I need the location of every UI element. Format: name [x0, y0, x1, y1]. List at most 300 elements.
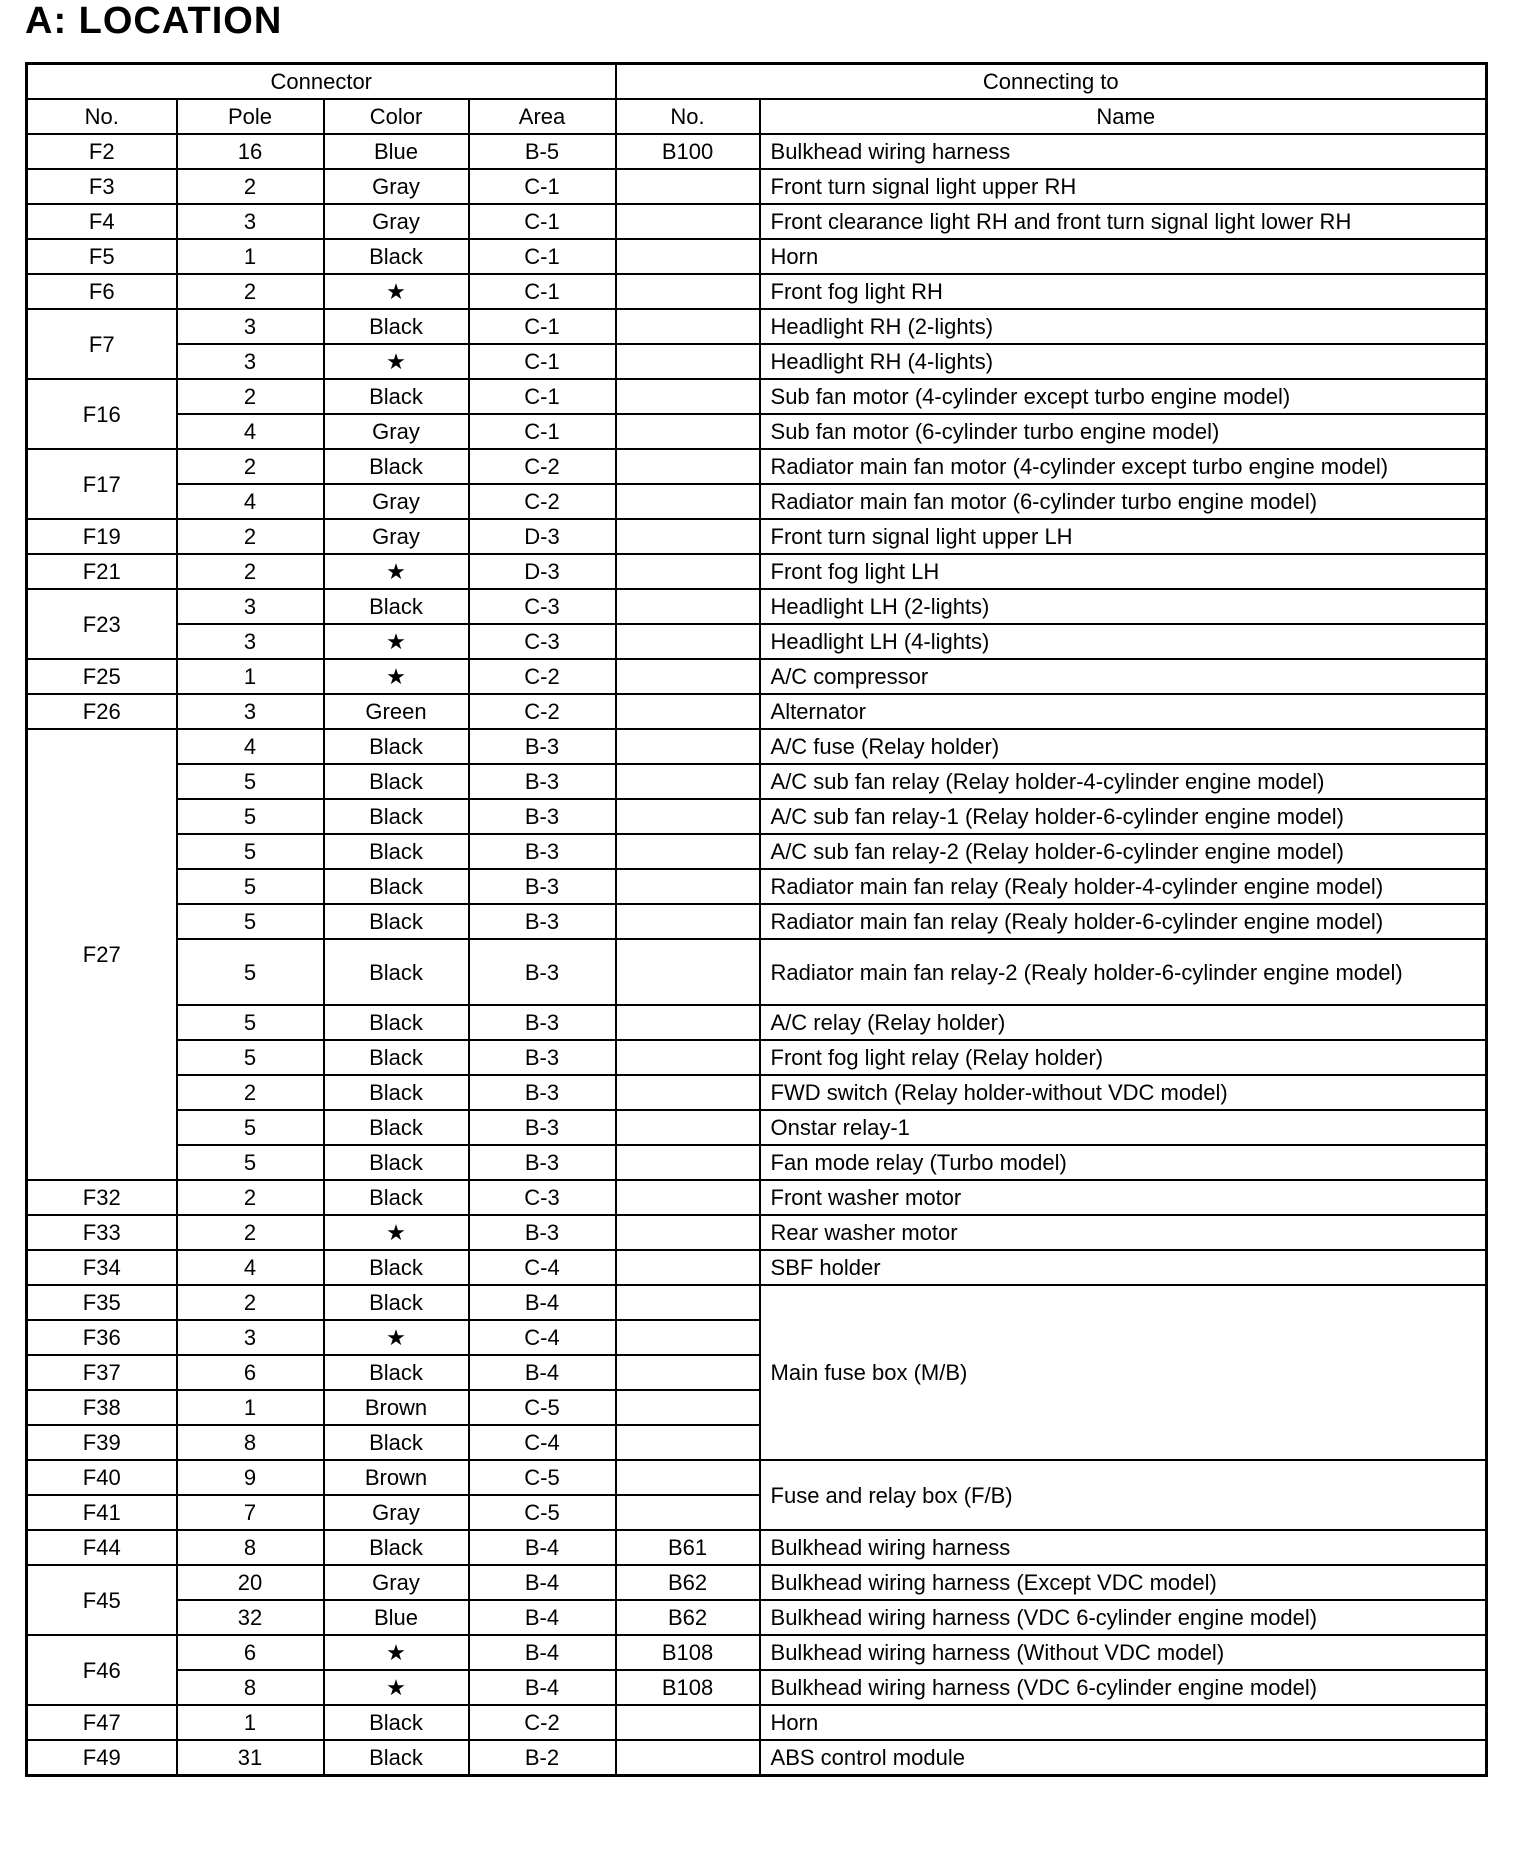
- connecting-name-cell: Sub fan motor (4-cylinder except turbo engine model): [760, 379, 1487, 414]
- area-cell: B-3: [469, 1075, 616, 1110]
- pole-cell: 8: [177, 1530, 324, 1565]
- color-cell: Black: [324, 939, 469, 1005]
- connector-no-cell: F3: [27, 169, 177, 204]
- connecting-no-cell: B62: [616, 1565, 760, 1600]
- connecting-no-cell: [616, 1740, 760, 1776]
- connecting-name-cell: Front turn signal light upper LH: [760, 519, 1487, 554]
- pole-cell: 3: [177, 309, 324, 344]
- connector-no-cell: F47: [27, 1705, 177, 1740]
- star-icon: ★: [324, 659, 469, 694]
- table-row: [27, 239, 1487, 274]
- connecting-no-cell: [616, 904, 760, 939]
- table-row: [27, 169, 1487, 204]
- connecting-no-cell: [616, 764, 760, 799]
- area-cell: B-4: [469, 1635, 616, 1670]
- table-row: [27, 309, 1487, 344]
- pole-cell: 3: [177, 1320, 324, 1355]
- connecting-name-cell: Rear washer motor: [760, 1215, 1487, 1250]
- pole-cell: 3: [177, 589, 324, 624]
- star-icon: ★: [324, 1670, 469, 1705]
- connecting-no-cell: [616, 1110, 760, 1145]
- color-cell: Black: [324, 1705, 469, 1740]
- area-cell: C-1: [469, 414, 616, 449]
- pole-cell: 3: [177, 344, 324, 379]
- pole-cell: 5: [177, 939, 324, 1005]
- table-row: [27, 1250, 1487, 1285]
- area-cell: C-2: [469, 484, 616, 519]
- table-row: [27, 589, 1487, 624]
- table-row: [27, 1285, 1487, 1320]
- connecting-no-cell: [616, 169, 760, 204]
- pole-cell: 8: [177, 1425, 324, 1460]
- connecting-name-cell: Front fog light RH: [760, 274, 1487, 309]
- connecting-no-cell: [616, 1355, 760, 1390]
- connector-no-cell: F33: [27, 1215, 177, 1250]
- area-cell: C-3: [469, 1180, 616, 1215]
- table-row: [27, 1110, 1487, 1145]
- connecting-name-cell: Bulkhead wiring harness (VDC 6-cylinder engine model): [760, 1670, 1487, 1705]
- connecting-name-cell: A/C fuse (Relay holder): [760, 729, 1487, 764]
- pole-cell: 5: [177, 1005, 324, 1040]
- color-cell: Black: [324, 1250, 469, 1285]
- color-cell: Black: [324, 1425, 469, 1460]
- connecting-no-cell: [616, 1495, 760, 1530]
- table-row: [27, 204, 1487, 239]
- color-cell: Black: [324, 379, 469, 414]
- color-cell: Black: [324, 1110, 469, 1145]
- connector-no-cell: F45: [27, 1565, 177, 1635]
- pole-cell: 6: [177, 1355, 324, 1390]
- connecting-no-cell: [616, 624, 760, 659]
- star-icon: ★: [324, 1635, 469, 1670]
- pole-cell: 4: [177, 729, 324, 764]
- pole-cell: 3: [177, 694, 324, 729]
- connecting-no-cell: [616, 379, 760, 414]
- table-row: [27, 484, 1487, 519]
- header-group-row: [27, 64, 1487, 100]
- connecting-no-cell: B108: [616, 1670, 760, 1705]
- color-cell: Gray: [324, 204, 469, 239]
- pole-cell: 16: [177, 134, 324, 169]
- pole-cell: 7: [177, 1495, 324, 1530]
- color-cell: Gray: [324, 414, 469, 449]
- pole-cell: 2: [177, 1215, 324, 1250]
- pole-cell: 1: [177, 1705, 324, 1740]
- connecting-no-cell: [616, 589, 760, 624]
- connecting-name-cell: Bulkhead wiring harness (Except VDC model): [760, 1565, 1487, 1600]
- color-cell: Black: [324, 1040, 469, 1075]
- connecting-no-cell: [616, 659, 760, 694]
- pole-cell: 9: [177, 1460, 324, 1495]
- pole-cell: 2: [177, 554, 324, 589]
- connector-no-cell: F2: [27, 134, 177, 169]
- color-cell: Black: [324, 1530, 469, 1565]
- connector-no-cell: F19: [27, 519, 177, 554]
- connecting-name-cell: Headlight RH (4-lights): [760, 344, 1487, 379]
- connector-no-cell: F49: [27, 1740, 177, 1776]
- connecting-name-cell: A/C sub fan relay-2 (Relay holder-6-cylinder engine model): [760, 834, 1487, 869]
- area-cell: C-2: [469, 449, 616, 484]
- connecting-no-cell: [616, 1425, 760, 1460]
- color-cell: Blue: [324, 1600, 469, 1635]
- header-connecting-no: No.: [616, 99, 760, 134]
- area-cell: B-4: [469, 1600, 616, 1635]
- area-cell: C-2: [469, 694, 616, 729]
- connector-no-cell: F34: [27, 1250, 177, 1285]
- connecting-name-cell: Headlight RH (2-lights): [760, 309, 1487, 344]
- pole-cell: 5: [177, 869, 324, 904]
- area-cell: B-4: [469, 1355, 616, 1390]
- header-connecting-to: Connecting to: [616, 64, 1487, 100]
- area-cell: B-3: [469, 834, 616, 869]
- area-cell: B-3: [469, 1215, 616, 1250]
- header-name: Name: [760, 99, 1487, 134]
- connecting-no-cell: [616, 1005, 760, 1040]
- connector-no-cell: F44: [27, 1530, 177, 1565]
- connector-no-cell: F17: [27, 449, 177, 519]
- table-row: [27, 1565, 1487, 1600]
- connecting-no-cell: [616, 239, 760, 274]
- pole-cell: 5: [177, 799, 324, 834]
- table-row: [27, 1670, 1487, 1705]
- area-cell: B-3: [469, 764, 616, 799]
- connecting-no-cell: B61: [616, 1530, 760, 1565]
- connector-no-cell: F26: [27, 694, 177, 729]
- pole-cell: 2: [177, 449, 324, 484]
- connecting-no-cell: B62: [616, 1600, 760, 1635]
- area-cell: C-4: [469, 1320, 616, 1355]
- area-cell: B-4: [469, 1285, 616, 1320]
- star-icon: ★: [324, 1215, 469, 1250]
- table-row: [27, 834, 1487, 869]
- connecting-no-cell: [616, 1075, 760, 1110]
- connecting-no-cell: [616, 694, 760, 729]
- connecting-no-cell: B100: [616, 134, 760, 169]
- area-cell: C-2: [469, 1705, 616, 1740]
- pole-cell: 5: [177, 764, 324, 799]
- header-column-row: [27, 99, 1487, 134]
- connecting-no-cell: [616, 1705, 760, 1740]
- pole-cell: 6: [177, 1635, 324, 1670]
- connecting-name-cell: A/C compressor: [760, 659, 1487, 694]
- connector-no-cell: F16: [27, 379, 177, 449]
- connector-no-cell: F38: [27, 1390, 177, 1425]
- connecting-name-cell: A/C sub fan relay (Relay holder-4-cylinder engine model): [760, 764, 1487, 799]
- area-cell: B-4: [469, 1530, 616, 1565]
- color-cell: Gray: [324, 1565, 469, 1600]
- color-cell: Gray: [324, 484, 469, 519]
- color-cell: Black: [324, 309, 469, 344]
- table-row: [27, 764, 1487, 799]
- star-icon: ★: [324, 554, 469, 589]
- connecting-no-cell: [616, 449, 760, 484]
- header-color: Color: [324, 99, 469, 134]
- star-icon: ★: [324, 1320, 469, 1355]
- area-cell: B-3: [469, 1040, 616, 1075]
- color-cell: Black: [324, 869, 469, 904]
- connecting-name-cell: Sub fan motor (6-cylinder turbo engine model): [760, 414, 1487, 449]
- connecting-no-cell: [616, 1390, 760, 1425]
- pole-cell: 5: [177, 1110, 324, 1145]
- connecting-name-cell: Radiator main fan relay (Realy holder-4-cylinder engine model): [760, 869, 1487, 904]
- pole-cell: 3: [177, 204, 324, 239]
- connector-no-cell: F7: [27, 309, 177, 379]
- table-row: [27, 659, 1487, 694]
- area-cell: B-4: [469, 1565, 616, 1600]
- color-cell: Black: [324, 449, 469, 484]
- pole-cell: 2: [177, 1180, 324, 1215]
- pole-cell: 5: [177, 1040, 324, 1075]
- area-cell: C-5: [469, 1390, 616, 1425]
- connecting-name-cell: Front fog light LH: [760, 554, 1487, 589]
- color-cell: Brown: [324, 1460, 469, 1495]
- pole-cell: 2: [177, 1285, 324, 1320]
- area-cell: B-3: [469, 1145, 616, 1180]
- color-cell: Black: [324, 239, 469, 274]
- area-cell: D-3: [469, 554, 616, 589]
- connecting-name-cell: Radiator main fan relay-2 (Realy holder-6-cylinder engine model): [760, 939, 1487, 1005]
- area-cell: B-3: [469, 729, 616, 764]
- pole-cell: 2: [177, 169, 324, 204]
- connecting-no-cell: [616, 519, 760, 554]
- area-cell: C-4: [469, 1250, 616, 1285]
- star-icon: ★: [324, 344, 469, 379]
- table-row: [27, 624, 1487, 659]
- connecting-no-cell: B108: [616, 1635, 760, 1670]
- connecting-name-cell: FWD switch (Relay holder-without VDC model): [760, 1075, 1487, 1110]
- connecting-no-cell: [616, 1285, 760, 1320]
- table-row: [27, 554, 1487, 589]
- table-row: [27, 1075, 1487, 1110]
- connecting-no-cell: [616, 309, 760, 344]
- color-cell: Blue: [324, 134, 469, 169]
- area-cell: C-1: [469, 204, 616, 239]
- connecting-name-cell: Horn: [760, 239, 1487, 274]
- table-row: [27, 1040, 1487, 1075]
- connector-no-cell: F4: [27, 204, 177, 239]
- pole-cell: 3: [177, 624, 324, 659]
- pole-cell: 32: [177, 1600, 324, 1635]
- connecting-no-cell: [616, 1145, 760, 1180]
- color-cell: Black: [324, 764, 469, 799]
- area-cell: C-3: [469, 589, 616, 624]
- area-cell: B-3: [469, 1005, 616, 1040]
- area-cell: C-1: [469, 239, 616, 274]
- area-cell: C-3: [469, 624, 616, 659]
- area-cell: C-5: [469, 1495, 616, 1530]
- pole-cell: 2: [177, 519, 324, 554]
- table-row: [27, 519, 1487, 554]
- area-cell: B-3: [469, 1110, 616, 1145]
- pole-cell: 5: [177, 834, 324, 869]
- connecting-name-cell: Headlight LH (2-lights): [760, 589, 1487, 624]
- area-cell: D-3: [469, 519, 616, 554]
- table-row: [27, 799, 1487, 834]
- connector-no-cell: F21: [27, 554, 177, 589]
- area-cell: B-2: [469, 1740, 616, 1776]
- connecting-name-cell: SBF holder: [760, 1250, 1487, 1285]
- connector-no-cell: F5: [27, 239, 177, 274]
- area-cell: B-3: [469, 799, 616, 834]
- connecting-name-cell: Front clearance light RH and front turn signal light lower RH: [760, 204, 1487, 239]
- connector-no-cell: F35: [27, 1285, 177, 1320]
- table-row: [27, 1180, 1487, 1215]
- connecting-name-cell: Front fog light relay (Relay holder): [760, 1040, 1487, 1075]
- color-cell: Green: [324, 694, 469, 729]
- connector-no-cell: F6: [27, 274, 177, 309]
- color-cell: Black: [324, 1740, 469, 1776]
- connector-no-cell: F39: [27, 1425, 177, 1460]
- table-row: [27, 694, 1487, 729]
- pole-cell: 20: [177, 1565, 324, 1600]
- table-row: [27, 379, 1487, 414]
- color-cell: Black: [324, 1355, 469, 1390]
- connecting-no-cell: [616, 1460, 760, 1495]
- table-row: [27, 344, 1487, 379]
- color-cell: Gray: [324, 1495, 469, 1530]
- connecting-name-cell: Radiator main fan relay (Realy holder-6-cylinder engine model): [760, 904, 1487, 939]
- area-cell: C-1: [469, 379, 616, 414]
- connecting-no-cell: [616, 484, 760, 519]
- connecting-name-cell: ABS control module: [760, 1740, 1487, 1776]
- area-cell: C-4: [469, 1425, 616, 1460]
- area-cell: B-3: [469, 904, 616, 939]
- color-cell: Gray: [324, 519, 469, 554]
- connector-no-cell: F23: [27, 589, 177, 659]
- connecting-no-cell: [616, 414, 760, 449]
- table-row: [27, 1145, 1487, 1180]
- connecting-name-cell: Alternator: [760, 694, 1487, 729]
- connecting-no-cell: [616, 869, 760, 904]
- connecting-name-cell: Horn: [760, 1705, 1487, 1740]
- table-row: [27, 449, 1487, 484]
- header-connector: Connector: [27, 64, 616, 100]
- connecting-no-cell: [616, 554, 760, 589]
- connecting-name-cell: A/C relay (Relay holder): [760, 1005, 1487, 1040]
- table-row: [27, 904, 1487, 939]
- connecting-no-cell: [616, 1250, 760, 1285]
- connecting-name-cell: Fan mode relay (Turbo model): [760, 1145, 1487, 1180]
- color-cell: Gray: [324, 169, 469, 204]
- connecting-no-cell: [616, 344, 760, 379]
- table-body: [27, 134, 1487, 1776]
- color-cell: Black: [324, 834, 469, 869]
- table-row: [27, 414, 1487, 449]
- connector-no-cell: F37: [27, 1355, 177, 1390]
- area-cell: C-5: [469, 1460, 616, 1495]
- connecting-no-cell: [616, 834, 760, 869]
- connecting-name-cell: Main fuse box (M/B): [760, 1285, 1487, 1460]
- header-area: Area: [469, 99, 616, 134]
- connecting-name-cell: Front washer motor: [760, 1180, 1487, 1215]
- pole-cell: 8: [177, 1670, 324, 1705]
- connecting-no-cell: [616, 1215, 760, 1250]
- header-no: No.: [27, 99, 177, 134]
- area-cell: B-4: [469, 1670, 616, 1705]
- connector-no-cell: F32: [27, 1180, 177, 1215]
- connecting-no-cell: [616, 799, 760, 834]
- connecting-no-cell: [616, 204, 760, 239]
- connecting-no-cell: [616, 729, 760, 764]
- color-cell: Black: [324, 1180, 469, 1215]
- pole-cell: 2: [177, 379, 324, 414]
- table-row: [27, 134, 1487, 169]
- table-row: [27, 1460, 1487, 1495]
- connector-no-cell: F41: [27, 1495, 177, 1530]
- connecting-name-cell: Bulkhead wiring harness (Without VDC model): [760, 1635, 1487, 1670]
- connecting-name-cell: Radiator main fan motor (6-cylinder turbo engine model): [760, 484, 1487, 519]
- area-cell: B-5: [469, 134, 616, 169]
- connecting-name-cell: Fuse and relay box (F/B): [760, 1460, 1487, 1530]
- area-cell: B-3: [469, 869, 616, 904]
- connector-no-cell: F36: [27, 1320, 177, 1355]
- connector-no-cell: F27: [27, 729, 177, 1180]
- star-icon: ★: [324, 624, 469, 659]
- connecting-no-cell: [616, 274, 760, 309]
- pole-cell: 1: [177, 1390, 324, 1425]
- connecting-no-cell: [616, 939, 760, 1005]
- table-row: [27, 1600, 1487, 1635]
- connecting-name-cell: Front turn signal light upper RH: [760, 169, 1487, 204]
- table-row: [27, 1635, 1487, 1670]
- table-row: [27, 1740, 1487, 1776]
- pole-cell: 5: [177, 1145, 324, 1180]
- table-row: [27, 729, 1487, 764]
- table-row: [27, 1705, 1487, 1740]
- area-cell: C-1: [469, 344, 616, 379]
- table-row: [27, 1530, 1487, 1565]
- color-cell: Black: [324, 729, 469, 764]
- color-cell: Black: [324, 1285, 469, 1320]
- connecting-name-cell: Radiator main fan motor (4-cylinder except turbo engine model): [760, 449, 1487, 484]
- table-row: [27, 869, 1487, 904]
- pole-cell: 5: [177, 904, 324, 939]
- table-row: [27, 274, 1487, 309]
- color-cell: Brown: [324, 1390, 469, 1425]
- color-cell: Black: [324, 589, 469, 624]
- table-row: [27, 1215, 1487, 1250]
- color-cell: Black: [324, 1005, 469, 1040]
- connector-no-cell: F25: [27, 659, 177, 694]
- pole-cell: 1: [177, 659, 324, 694]
- pole-cell: 2: [177, 1075, 324, 1110]
- pole-cell: 2: [177, 274, 324, 309]
- table-row: [27, 939, 1487, 1005]
- connecting-name-cell: Bulkhead wiring harness: [760, 134, 1487, 169]
- color-cell: Black: [324, 1075, 469, 1110]
- section-title: A: LOCATION: [25, 0, 283, 42]
- table-row: [27, 1005, 1487, 1040]
- connecting-no-cell: [616, 1180, 760, 1215]
- color-cell: Black: [324, 799, 469, 834]
- area-cell: C-1: [469, 169, 616, 204]
- connecting-no-cell: [616, 1320, 760, 1355]
- area-cell: B-3: [469, 939, 616, 1005]
- connecting-name-cell: A/C sub fan relay-1 (Relay holder-6-cylinder engine model): [760, 799, 1487, 834]
- star-icon: ★: [324, 274, 469, 309]
- pole-cell: 31: [177, 1740, 324, 1776]
- area-cell: C-2: [469, 659, 616, 694]
- area-cell: C-1: [469, 309, 616, 344]
- connecting-name-cell: Bulkhead wiring harness (VDC 6-cylinder engine model): [760, 1600, 1487, 1635]
- connecting-name-cell: Headlight LH (4-lights): [760, 624, 1487, 659]
- color-cell: Black: [324, 904, 469, 939]
- pole-cell: 4: [177, 414, 324, 449]
- connector-no-cell: F40: [27, 1460, 177, 1495]
- connector-no-cell: F46: [27, 1635, 177, 1705]
- connecting-no-cell: [616, 1040, 760, 1075]
- pole-cell: 4: [177, 1250, 324, 1285]
